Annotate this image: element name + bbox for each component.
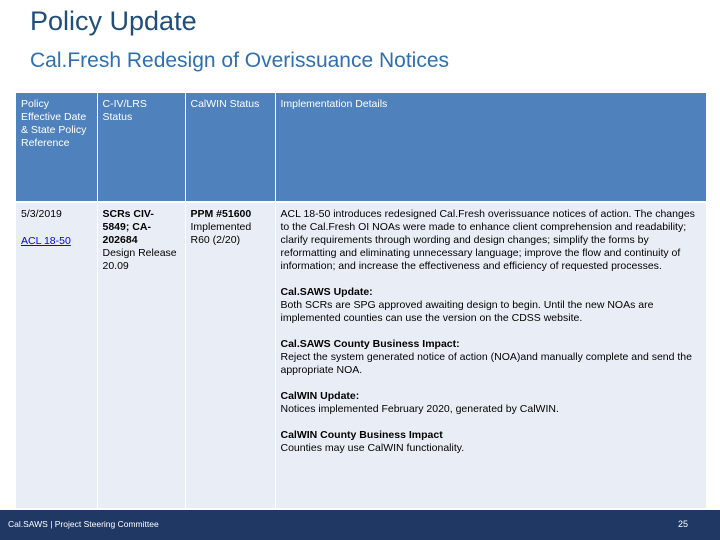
- details-intro: [281, 208, 702, 273]
- section-text: Reject the system generated notice of action (NOA)and manually complete and send the appropriate NOA.: [280, 351, 692, 376]
- calwin-ppm-number: PPM #51600: [190, 208, 252, 220]
- acl-reference-link[interactable]: ACL 18-50: [21, 235, 71, 247]
- details-calwin-county-impact: [281, 429, 702, 455]
- effective-date: 5/3/2019: [21, 208, 62, 220]
- section-text: Notices implemented February 2020, generated by CalWIN.: [280, 403, 559, 415]
- slide-title: Policy Update: [30, 6, 197, 36]
- section-title: Cal.SAWS County Business Impact:: [280, 338, 460, 350]
- section-title: CalWIN County Business Impact: [280, 429, 443, 441]
- cell-calwin-status: [185, 202, 275, 508]
- details-calsaws-update: [281, 286, 702, 325]
- civ-scr-numbers: SCRs CIV-5849; CA-202684: [102, 208, 154, 246]
- section-text: Counties may use CalWIN functionality.: [280, 442, 465, 454]
- footer-text: Cal.SAWS | Project Steering Committee: [8, 519, 159, 529]
- section-title: Cal.SAWS Update:: [280, 286, 373, 298]
- details-calwin-update: [281, 390, 702, 416]
- details-intro-text: ACL 18-50 introduces redesigned Cal.Fresh overissuance notices of action. The changes to the Cal.Fresh OI NOAs were made to enhance client comprehension and readability; clarify requirements through wording and design changes; simplify the forms by reformatting and eliminating unnecessary language; improve the flow and continuity of information; and increase the effectiveness and efficiency of requested processes.: [280, 208, 695, 272]
- section-text: Both SCRs are SPG approved awaiting design to begin. Until the new NOAs are implemented counties can use the version on the CDSS website.: [280, 299, 654, 324]
- cell-implementation-details: [275, 202, 706, 508]
- header-implementation-details: Implementation Details: [275, 93, 706, 202]
- details-calsaws-county-impact: [281, 338, 702, 377]
- footer-bar: [0, 510, 720, 540]
- calwin-release: Implemented R60 (2/20): [190, 221, 252, 246]
- table-row: [16, 202, 706, 508]
- section-title: CalWIN Update:: [280, 390, 360, 402]
- policy-table: [16, 93, 706, 508]
- slide-subtitle: Cal.Fresh Redesign of Overissuance Notices: [30, 49, 450, 72]
- header-calwin-status: CalWIN Status: [185, 93, 275, 202]
- page-number: 25: [677, 519, 688, 529]
- cell-policy-date: [16, 202, 97, 508]
- cell-civ-status: [97, 202, 185, 508]
- header-policy-date: Policy Effective Date & State Policy Reference: [16, 93, 97, 202]
- civ-release: Design Release 20.09: [102, 247, 177, 272]
- header-civ-status: C-IV/LRS Status: [97, 93, 185, 202]
- table-header-row: [16, 93, 706, 202]
